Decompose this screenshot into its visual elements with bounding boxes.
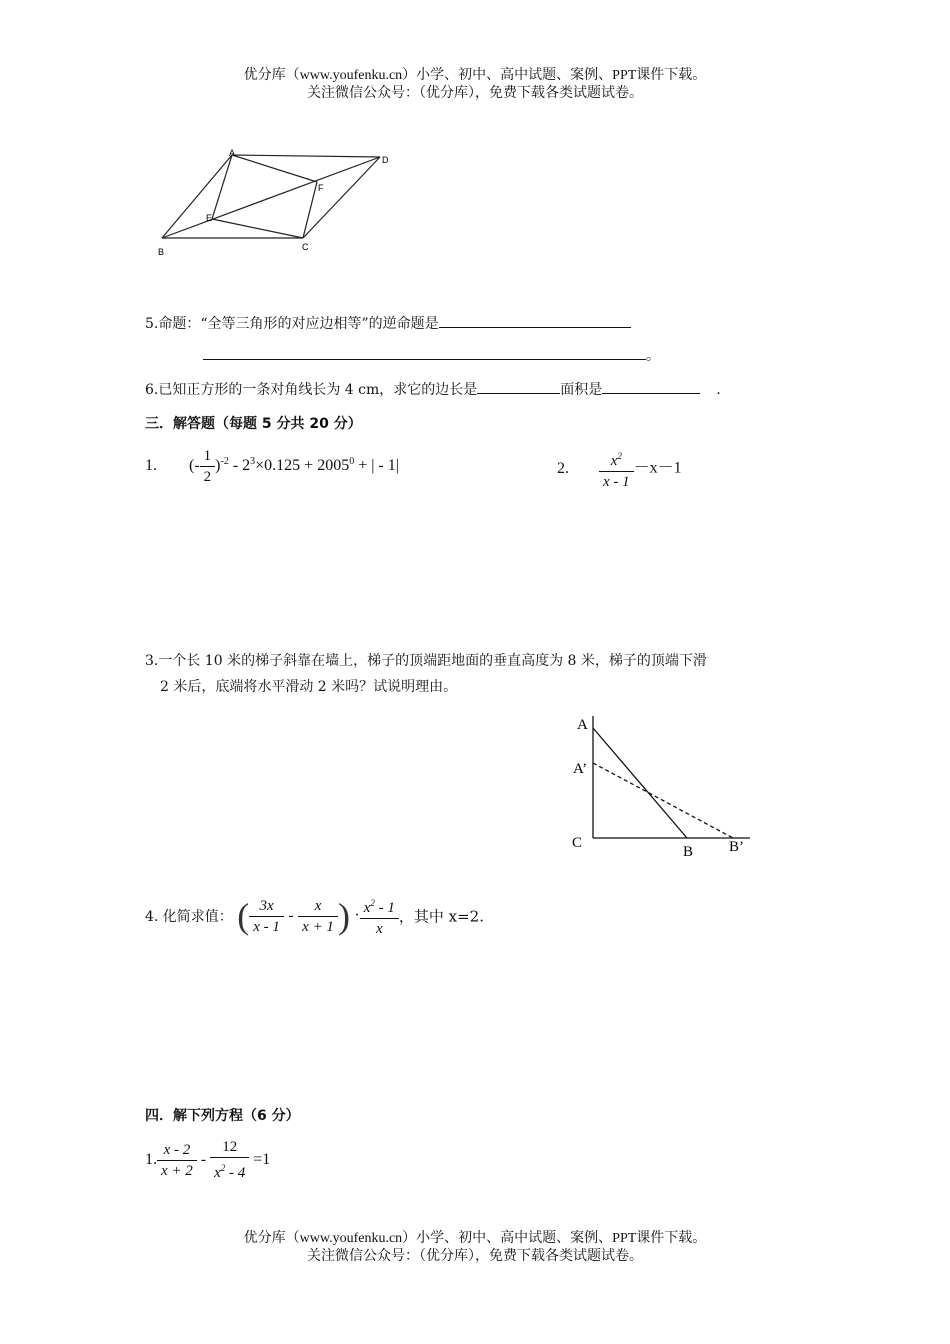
problem-2	[557, 446, 682, 492]
question-5-end: 。	[646, 348, 660, 364]
fraction-x2-1-over-x: $\frac{x^2 - 1}{x}$	[360, 893, 399, 939]
problem-4-tail: ，其中 x=2.	[398, 907, 484, 926]
segment-bd	[162, 157, 380, 238]
problem-1-term: + | - 1|	[358, 457, 399, 475]
answer-blank[interactable]	[439, 313, 631, 328]
problem-1-open: (-	[189, 457, 200, 475]
segment-ad	[232, 155, 380, 157]
answer-blank-area[interactable]	[602, 379, 700, 394]
label-a: A	[229, 148, 236, 158]
operator: -	[288, 907, 294, 924]
question-5	[145, 313, 631, 333]
fraction-3x-over-x-1: $\frac{3x}{x - 1}$	[249, 896, 284, 937]
label-d: D	[382, 155, 389, 165]
label-b: B	[683, 844, 694, 860]
equation-1-number: 1.	[145, 1151, 157, 1168]
question-6	[145, 379, 721, 399]
question-5-line-2	[203, 345, 660, 365]
footer-line-1: 优分库（www.youfenku.cn）小学、初中、高中试题、案例、PPT课件下载。	[243, 1231, 707, 1246]
answer-blank[interactable]	[203, 345, 646, 360]
equation-1	[145, 1137, 270, 1183]
footer-line-2: 关注微信公众号：（优分库），免费下载各类试题试卷。	[307, 1249, 643, 1264]
question-6-text: 6.已知正方形的一条对角线长为 4 cm，求它的边长是	[145, 382, 478, 398]
problem-1-term: ×0.125 + 2005	[255, 457, 350, 475]
segment-ae	[212, 155, 232, 219]
problem-1-number: 1.	[145, 457, 157, 475]
problem-1: 1. (- $\frac{1}{2}$ )$^{-2} - 2^3\times 0.125 + 2005^0$ + | - 1|	[145, 448, 399, 485]
ladder-original	[593, 728, 687, 838]
segment-cf	[303, 182, 317, 238]
question-6-end: .	[716, 382, 721, 398]
ladder-slid	[593, 763, 733, 838]
question-5-text: 5.命题：“全等三角形的对应边相等”的逆命题是	[145, 316, 439, 332]
section-3-title: 三．解答题（每题 5 分共 20 分）	[145, 416, 362, 432]
label-e: E	[206, 213, 213, 223]
exponent: 3	[250, 455, 256, 467]
answer-blank-side[interactable]	[477, 379, 560, 394]
fraction-12-over-x2-4: $\frac{12}{x^2 - 4}$	[210, 1137, 249, 1183]
problem-2-tail: －x－1	[633, 459, 682, 477]
problem-2-number: 2.	[557, 459, 569, 477]
operator: -	[200, 1151, 207, 1168]
fraction-x-over-x+1: $\frac{x}{x + 1}$	[298, 896, 338, 937]
fraction-x-2-over-x+2: $\frac{x - 2}{x + 2}$	[157, 1140, 197, 1181]
segment-ec	[212, 219, 303, 238]
fraction-one-half: $\frac{1}{2}$	[200, 446, 216, 487]
problem-3-line-2: 2 米后，底端将水平滑动 2 米吗？试说明理由。	[160, 679, 458, 695]
equation-1-tail: =1	[253, 1151, 271, 1168]
exponent: 0	[349, 455, 355, 467]
label-b-prime: B’	[729, 839, 744, 855]
problem-3-line-1: 3.一个长 10 米的梯子斜靠在墙上，梯子的顶端距地面的垂直高度为 8 米，梯子的顶端下滑	[145, 653, 707, 669]
problem-1-term: - 2	[232, 457, 251, 475]
question-6-mid: 面积是	[560, 382, 603, 398]
operator: ·	[354, 907, 360, 924]
fraction-x2-over-x-1: $\frac{x^2}{x - 1}$	[599, 446, 634, 492]
section-4-title: 四．解下列方程（6 分）	[145, 1108, 300, 1124]
exponent: -2	[220, 455, 229, 467]
label-b: B	[158, 247, 165, 257]
figure-parallelogram	[150, 145, 410, 265]
problem-4: 4. 化简求值： ( $\frac{3x}{x - 1}$ - $\frac{x}{x + 1}$ ) · $\frac{x^2 - 1}{x}$ ，其中 x=2.	[145, 893, 484, 939]
segment-af	[232, 155, 317, 182]
problem-4-lead: 4. 化简求值：	[145, 909, 233, 925]
label-a: A	[577, 717, 588, 733]
figure-ladder	[565, 710, 755, 865]
segment-cd	[303, 157, 380, 238]
header-line-2: 关注微信公众号：（优分库），免费下载各类试题试卷。	[307, 86, 643, 101]
label-a-prime: A’	[573, 761, 588, 777]
label-c: C	[302, 242, 309, 252]
label-f: F	[318, 183, 324, 193]
header-line-1: 优分库（www.youfenku.cn）小学、初中、高中试题、案例、PPT课件下载。	[243, 68, 707, 83]
label-c: C	[572, 835, 583, 851]
